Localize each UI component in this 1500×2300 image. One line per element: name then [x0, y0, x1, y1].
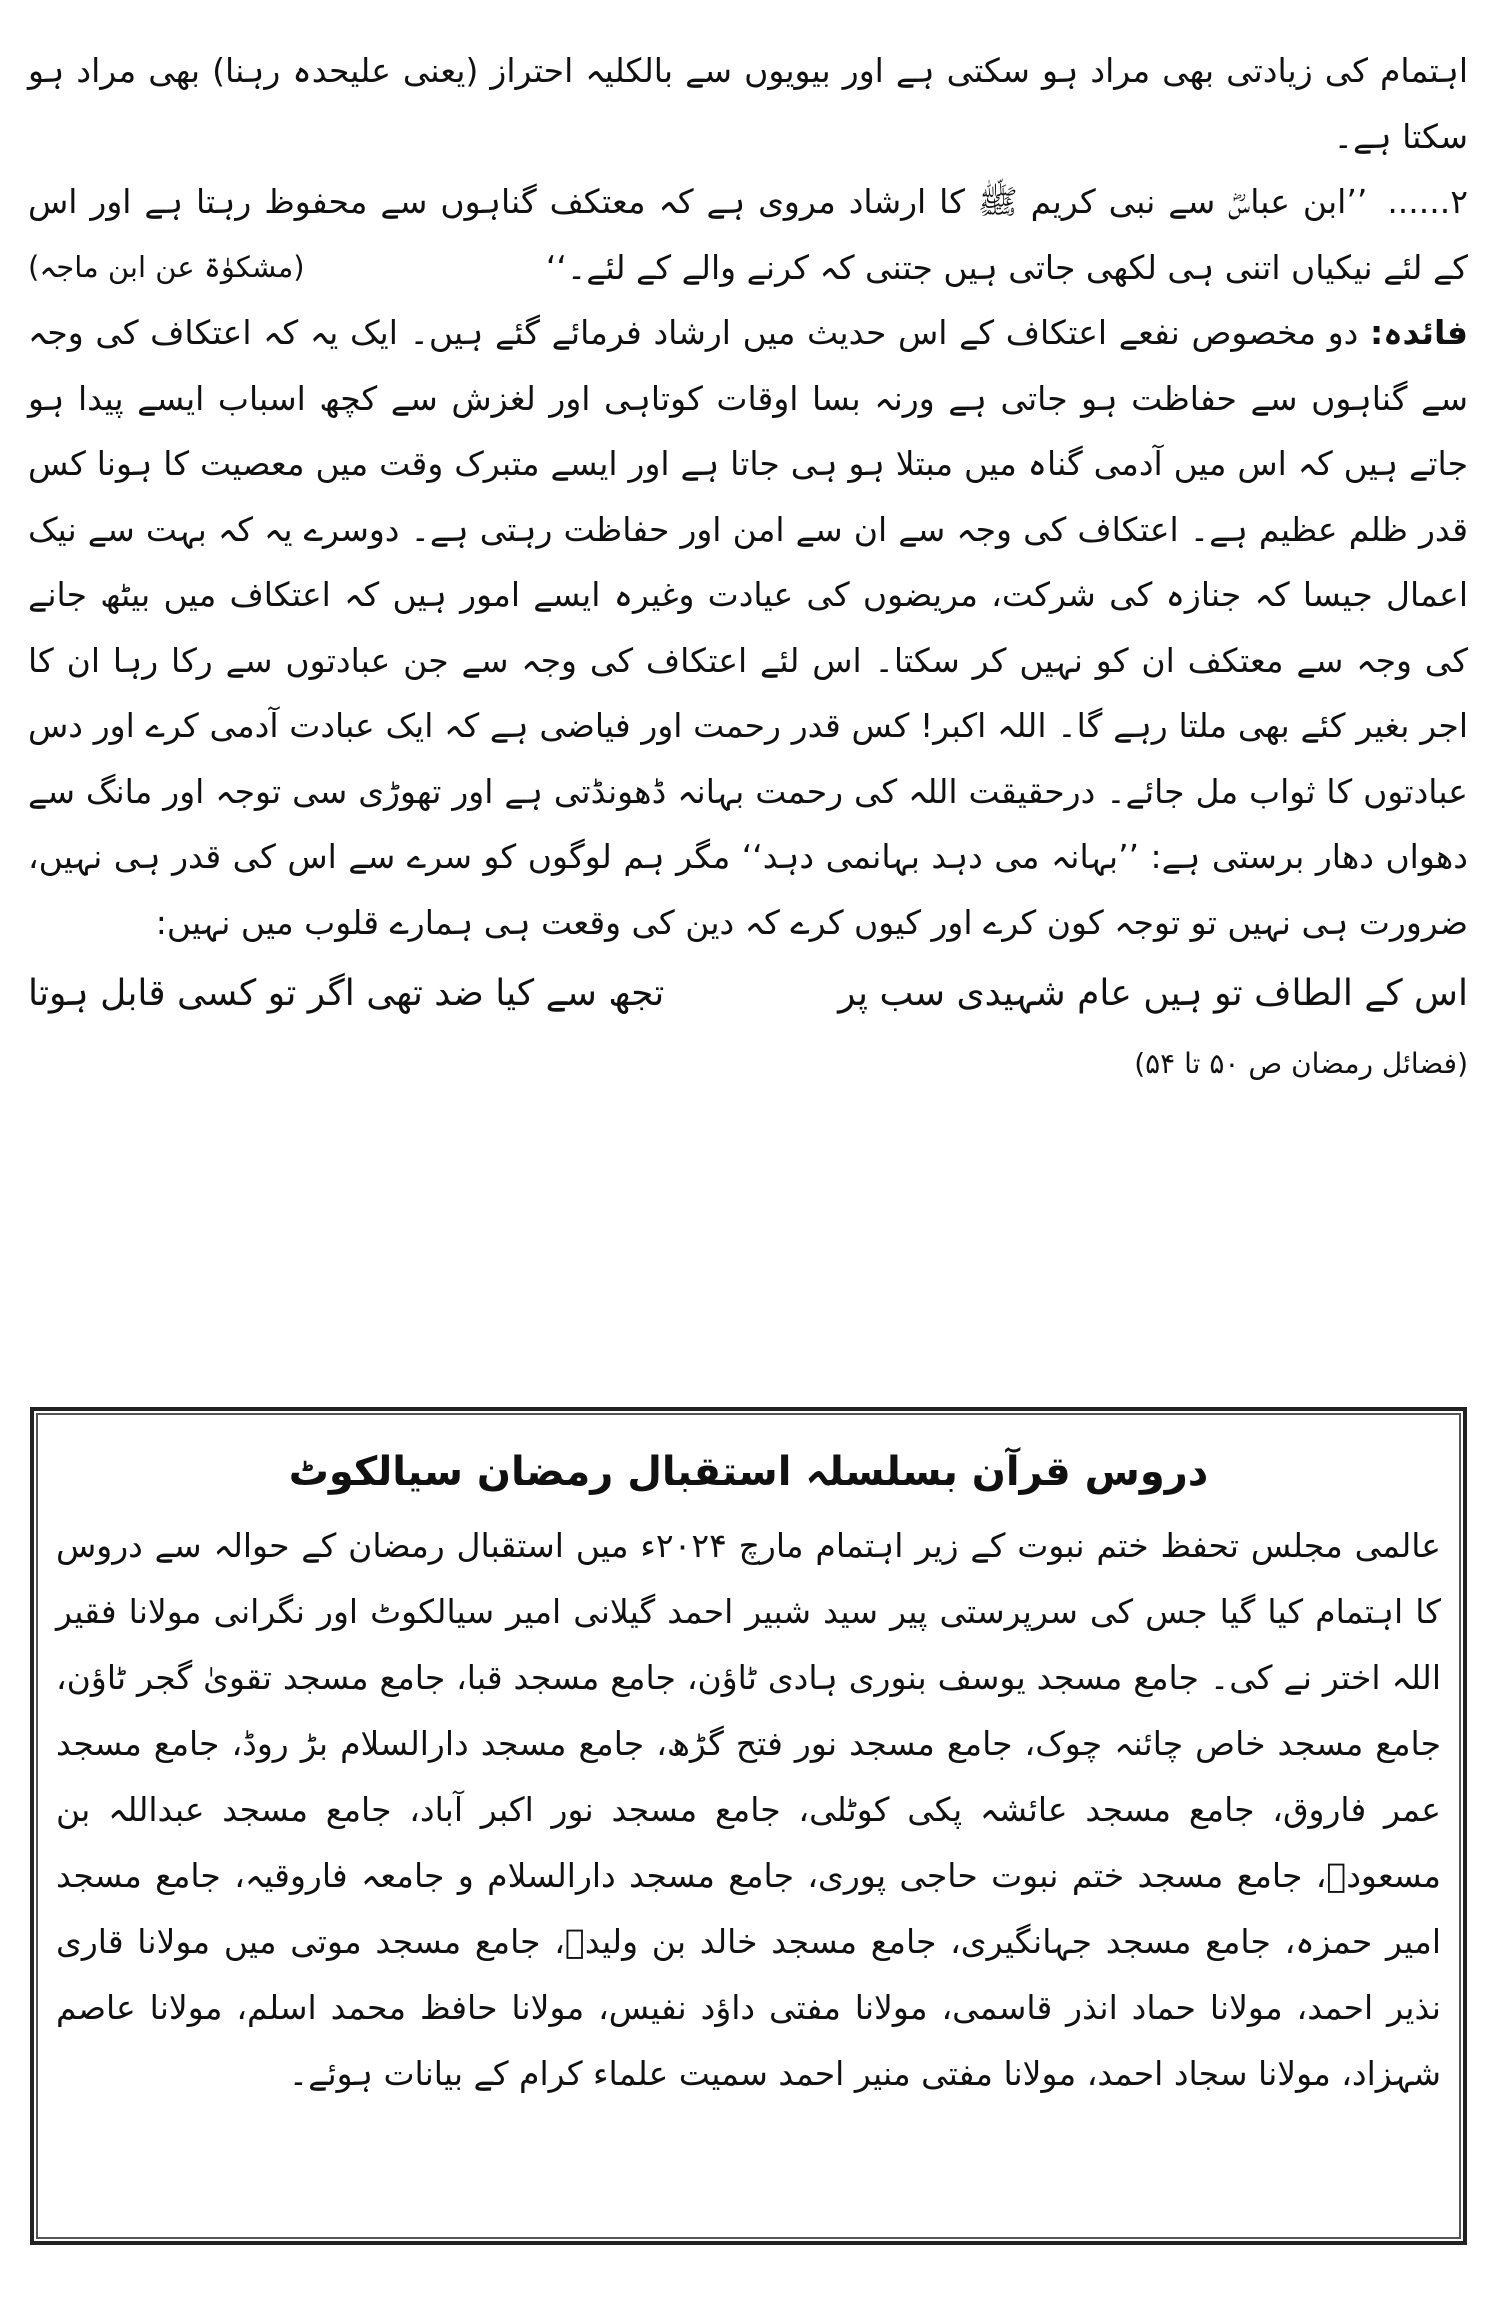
verse-second-line: تجھ سے کیا ضد تھی اگر تو کسی قابل ہوتا: [28, 973, 665, 1014]
news-box-title: دروس قرآن بسلسلہ استقبال رمضان سیالکوٹ: [288, 1449, 1209, 1495]
news-box-body: عالمی مجلس تحفظ ختم نبوت کے زیر اہتمام مارچ ۲۰۲۴ء میں استقبال رمضان کے حوالہ سے دروس کا اہتمام کیا گیا جس کی سرپرستی پیر سید شبیر احمد گیلانی امیر سیالکوٹ اور نگرانی مولانا فقیر اللہ اختر نے کی۔ جامع مسجد یوسف بنوری ہادی ٹاؤن، جامع مسجد قبا، جامع مسجد تقویٰ گجر ٹاؤن، جامع مسجد خاص چائنہ چوک، جامع مسجد نور فتح گڑھ، جامع مسجد دارالسلام بڑ روڈ، جامع مسجد عمر فاروق، جامع مسجد عائشہ پکی کوٹلی، جامع مسجد نور اکبر آباد، جامع مسجد عبداللہ بن مسعودؓ، جامع مسجد ختم نبوت حاجی پوری، جامع مسجد دارالسلام و جامعہ فاروقیہ، جامع مسجد امیر حمزہ، جامع مسجد جہانگیری، جامع مسجد خالد بن ولیدؓ، جامع مسجد موتی میں مولانا قاری نذیر احمد، مولانا حماد انذر قاسمی، مولانا مفتی داؤد نفیس، مولانا حافظ محمد اسلم، مولانا عاصم شہزاد، مولانا سجاد احمد، مولانا مفتی منیر احمد سمیت علماء کرام کے بیانات ہوئے۔: [56, 1526, 1441, 2093]
fayda-text: دو مخصوص نفعے اعتکاف کے اس حدیث میں ارشاد فرمائے گئے ہیں۔ ایک یہ کہ اعتکاف کی وجہ سے گناہوں سے حفاظت ہو جاتی ہے ورنہ بسا اوقات کوتاہی اور لغزش سے کچھ اسباب ایسے پیدا ہو جاتے ہیں کہ اس میں آدمی گناہ میں مبتلا ہو ہی جاتا ہے اور ایسے متبرک وقت میں معصیت کا ہونا کس قدر ظلم عظیم ہے۔ اعتکاف کی وجہ سے ان سے امن اور حفاظت رہتی ہے۔ دوسرے یہ کہ بہت سے نیک اعمال جیسا کہ جنازہ کی شرکت، مریضوں کی عیادت وغیرہ ایسے امور ہیں کہ اعتکاف میں بیٹھ جانے کی وجہ سے معتکف ان کو نہیں کر سکتا۔ اس لئے اعتکاف کی وجہ سے جن عبادتوں سے رکا رہا ان کا اجر بغیر کئے بھی ملتا رہے گا۔ اللہ اکبر! کس قدر رحمت اور فیاضی ہے کہ ایک عبادت آدمی کرے اور دس عبادتوں کا ثواب مل جائے۔ درحقیقت اللہ کی رحمت بہانہ ڈھونڈتی ہے اور تھوڑی سی توجہ اور مانگ سے دھواں دھار برستی ہے: ’’بہانہ می دہد بہانمی دہد‘‘ مگر ہم لوگوں کو سرے سے اس کی قدر ہی نہیں، ضرورت ہی نہیں تو توجہ کون کرے اور کیوں کرے کہ دین کی وقعت ہی ہمارے قلوب میں نہیں:: [28, 313, 1468, 942]
fazail-ramadan-article: [28, 38, 1468, 1096]
hadith-text: ’’ابن عباسؓ سے نبی کریم ﷺ کا ارشاد مروی ہے کہ معتکف گناہوں سے محفوظ رہتا ہے اور اس کے لئے نیکیاں اتنی ہی لکھی جاتی ہیں جتنی کہ کرنے والے کے لئے۔‘‘: [28, 182, 1468, 287]
poetry-couplet: [28, 961, 1468, 1027]
verse-first-line: اس کے الطاف تو ہیں عام شہیدی سب پر: [838, 973, 1468, 1014]
hadith-reference: (مشکوٰۃ عن ابن ماجہ): [28, 249, 305, 284]
article-source: (فضائل رمضان ص ۵۰ تا ۵۴): [1134, 1046, 1468, 1080]
news-box: [30, 1407, 1467, 2245]
fayda-label: فائدہ:: [1370, 313, 1468, 352]
intro-paragraph: اہتمام کی زیادتی بھی مراد ہو سکتی ہے اور بیویوں سے بالکلیہ احتراز (یعنی علیحدہ رہنا) بھی مراد ہو سکتا ہے۔: [28, 51, 1468, 156]
hadith-number: ۲......: [1387, 182, 1468, 221]
fayda-paragraph: [28, 300, 1468, 955]
hadith-paragraph: [28, 169, 1468, 300]
